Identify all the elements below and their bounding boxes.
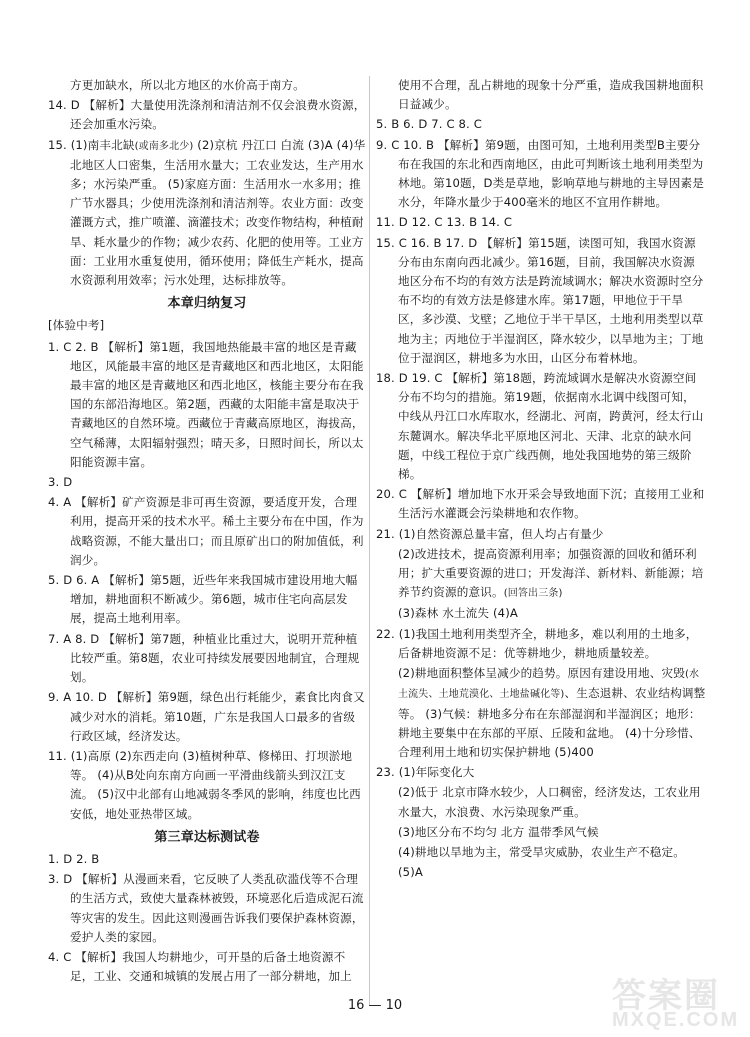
- item-15-start: 15. (1)南丰北缺: [48, 137, 135, 152]
- item-15-note: (或南多北少): [134, 140, 194, 152]
- review-item-1: 1. C 2. B 【解析】第1题，我国地热能最丰富的地区是青藏地区，风能最丰富的地区是青藏地区和西北地区，太阳能最丰富的地区是青藏地区和西北地区，核能主要分布在我国的东部沿海地区。第2题，西藏的太阳能丰富是取决于青藏地区的自然环境。西藏位于青藏高原地区，海拔高，空气稀薄，太阳辐射强烈；晴天多，日照时间长，所以太阳能资源丰富。: [48, 339, 364, 469]
- test-item-4-continuation: 使用不合理，乱占耕地的现象十分严重，造成我国耕地面积日益减少。: [398, 78, 704, 112]
- test-item-23-part-1: 23. (1)年际变化大: [376, 765, 475, 780]
- item-22-part-2-text: (2)耕地面积整体呈减少的趋势。原因有建设用地、灾毁: [398, 666, 685, 681]
- test-item-21-part-3: (3)森林 水土流失 (4)A: [398, 606, 518, 621]
- watermark-url: MXQE.COM: [612, 1009, 740, 1031]
- section-heading-review: 本章归纳复习: [167, 296, 247, 312]
- left-column: [48, 76, 366, 987]
- test-item-22-part-2: [376, 664, 706, 762]
- test-item-4: 4. C 【解析】我国人均耕地少，可开垦的后备土地资源不足，工业、交通和城镇的发展占用了一部分耕地，加上: [48, 949, 352, 984]
- section-heading-test: 第三章达标测试卷: [154, 829, 260, 845]
- item-22-part-2-rest: 、生态退耕、农业结构调整等。 (3)气候：耕地多分布在东部湿润和半湿润区；地形：耕地主要集中在东部的平原、丘陵和盆地。 (4)十分珍惜、合理利用土地和切实保护耕地 (5)400: [398, 686, 706, 759]
- site-watermark: [612, 968, 742, 1031]
- test-item-18: 18. D 19. C 【解析】第18题，跨流域调水是解决水资源空间分布不均匀的措施。第19题，依据南水北调中线图可知，中线从丹江口水库取水，经湖北、河南，跨黄河，经太行山东麓调水。解决华北平原地区河北、天津、北京的缺水问题，中线工程位于京广线西侧，地处我国地势的第三级阶梯。: [376, 371, 704, 482]
- review-item-5: 5. D 6. A 【解析】第5题，近些年来我国城市建设用地大幅增加，耕地面积不断减少。第6题，城市住宅向高层发展，提高土地利用率。: [48, 573, 358, 626]
- test-item-1: 1. D 2. B: [48, 851, 100, 866]
- item-21-part-2-text: (2)改进技术，提高资源利用率；加强资源的回收和循环利用；扩大重要资源的进口；开发海洋、新材料、新能源；培养节约资源的意识。: [398, 546, 704, 600]
- test-item-23-part-5: (5)A: [398, 865, 423, 880]
- test-item-22-part-1: 22. (1)我国土地利用类型齐全，耕地多，难以利用的土地多，后备耕地资源不足：优等耕地少，耕地质量较差。: [376, 626, 698, 660]
- review-item-4: 4. A 【解析】矿产资源是非可再生资源，要适度开发，合理利用，提高开采的技术水平。稀土主要分布在中国，作为战略资源，不能大量出口；而且原矿出口的附加值低，利润少。: [48, 495, 364, 567]
- test-item-21-part-1: 21. (1)自然资源总量丰富，但人均占有量少: [376, 526, 604, 541]
- page-number: 16 — 10: [347, 998, 403, 1013]
- review-item-9: 9. A 10. D 【解析】第9题，绿色出行耗能少，素食比肉食又减少对水的消耗。第10题，广东是我国人口最多的省级行政区域，经济发达。: [48, 690, 365, 743]
- test-item-5: 5. B 6. D 7. C 8. C: [376, 117, 482, 132]
- answer-item-15: [48, 136, 366, 291]
- test-item-23-part-2: (2)低于 北京市降水较少，人口稠密，经济发达，工农业用水量大，水浪费、水污染现象严重。: [398, 785, 701, 819]
- item-14-continuation: 方更加缺水，所以北方地区的水价高于南方。: [70, 78, 305, 92]
- review-item-11: 11. (1)高原 (2)东西走向 (3)植树种草、修梯田、打坝淤地等。 (4)从B处向东南方向画一平滑曲线箭头到汉江支流。 (5)汉中北部有山地减弱冬季风的影响，纬度也比西安低，地处亚热带区域。: [48, 748, 361, 821]
- right-column: [376, 76, 706, 883]
- review-item-3: 3. D: [48, 475, 73, 490]
- test-item-9: 9. C 10. B 【解析】第9题，由图可知，土地利用类型B主要分布在我国的东北和西南地区，由此可判断该土地利用类型为林地。第10题，D类是草地，影响草地与耕地的主导因素是水分，年降水量少于400毫米的地区不宜用作耕地。: [376, 137, 704, 210]
- review-item-7: 7. A 8. D 【解析】第7题，种植业比重过大，说明开荒种植比较严重。第8题，农业可持续发展要因地制宜，合理规划。: [48, 631, 360, 685]
- test-item-23-part-4: (4)耕地以旱地为主，常受旱灾威胁，农业生产不稳定。: [398, 844, 685, 859]
- column-divider: [369, 76, 370, 1006]
- test-item-21-part-2: [376, 545, 706, 604]
- test-item-20: 20. C 【解析】增加地下水开采会导致地面下沉；直接用工业和生活污水灌溉会污染耕地和农作物。: [376, 487, 705, 521]
- test-item-23-part-3: (3)地区分布不均匀 北方 温带季风气候: [398, 824, 599, 839]
- item-15-rest: (2)京杭 丹江口 白流 (3)A (4)华北地区人口密集，生活用水量大；工农业发达，生产用水多；水污染严重。 (5)家庭方面：生活用水一水多用；推广节水器具；少使用洗涤剂和清洁剂等。农业方面：改变灌溉方式，推广喷灌、滴灌技术；改变作物结构，种植耐旱、耗水量少的作物；减少农药、化肥的使用等。工业方面：工业用水重复使用，循环使用；降低生产耗水，提高水资源利用效率；污水处理，达标排放等。: [70, 137, 366, 288]
- item-22-note: (水土流失、土地荒漠化、土地盐碱化等): [398, 669, 700, 701]
- answer-item-14: 14. D 【解析】大量使用洗涤剂和清洁剂不仅会浪费水资源，还会加重水污染。: [48, 98, 366, 132]
- section-tag-exam: [体验中考]: [48, 318, 105, 333]
- test-item-11: 11. D 12. C 13. B 14. C: [376, 215, 513, 230]
- test-item-15: 15. C 16. B 17. D 【解析】第15题，读图可知，我国水资源分布由东南向西北减少。第16题，目前，我国解决水资源地区分布不均的有效方法是跨流域调水；解决水资源时空分布不均的有效方法是修建水库。第17题，甲地位于干旱区，多沙漠、戈壁；乙地位于半干旱区，土地利用类型以草地为主；丙地位于半湿润区，降水较少，以旱地为主；丁地位于湿润区，耕地多为水田，山区分布着林地。: [376, 235, 704, 365]
- watermark-logo-text: 答案圈: [612, 977, 720, 1015]
- item-21-note: (回答出三条): [503, 588, 563, 600]
- test-item-3: 3. D 【解析】从漫画来看，它反映了人类乱砍滥伐等不合理的生活方式，致使大量森林被毁，环境恶化后造成泥石流等灾害的发生。因此这则漫画告诉我们要保护森林资源，爱护人类的家园。: [48, 872, 364, 944]
